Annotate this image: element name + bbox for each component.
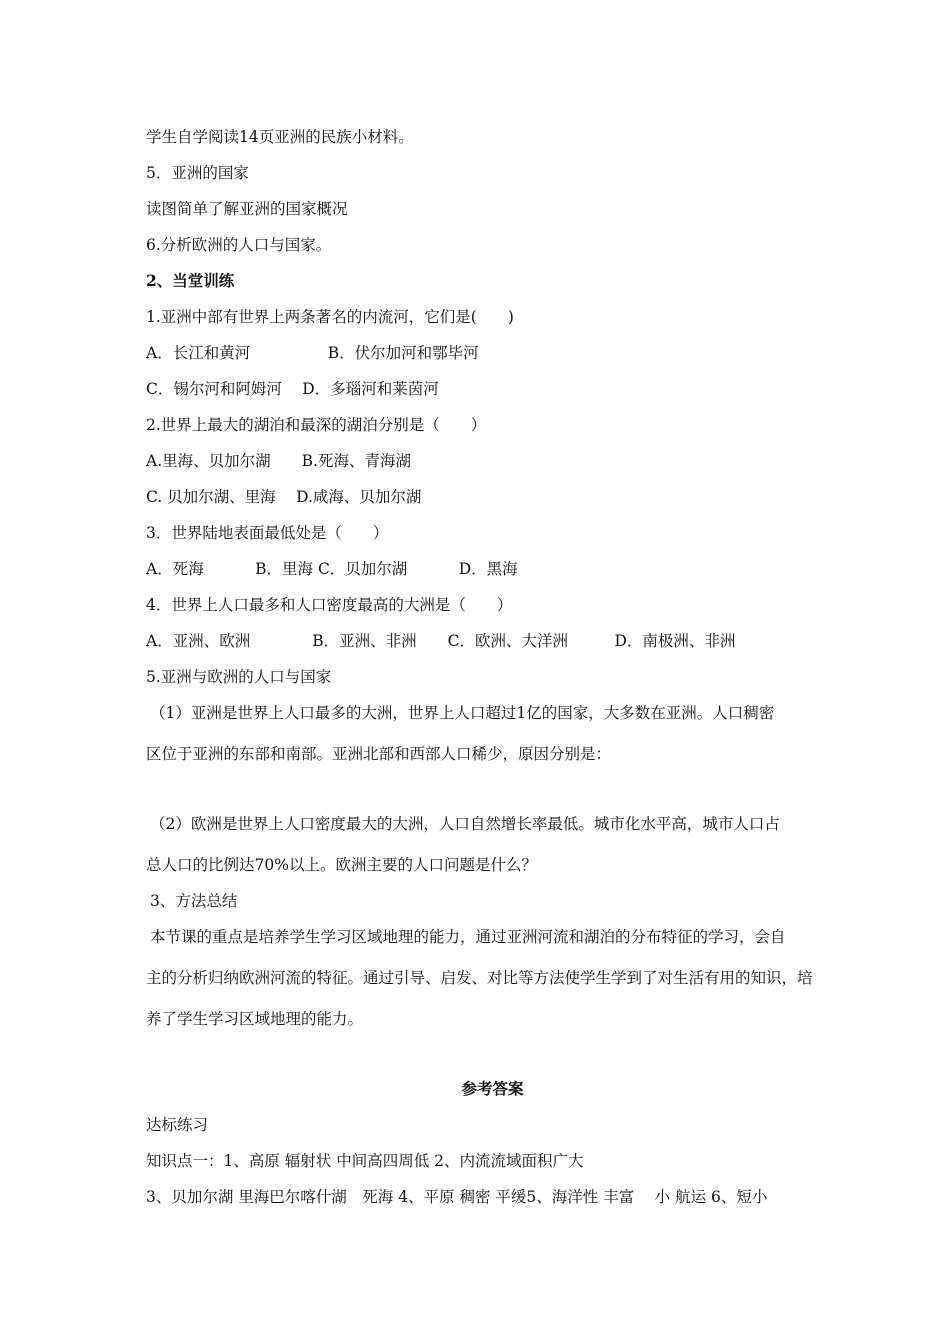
paragraph-line: 本节课的重点是培养学生学习区域地理的能力，通过亚洲河流和湖泊的分布特征的学习，会自 bbox=[150, 928, 786, 946]
paragraph-line: （2）欧洲是世界上人口密度最大的大洲，人口自然增长率最低。城市化水平高，城市人口占 bbox=[150, 815, 780, 833]
answer-options: A．亚洲、欧洲 B．亚洲、非洲 C．欧洲、大洋洲 D．南极洲、非洲 bbox=[146, 632, 736, 650]
question: 5.亚洲与欧洲的人口与国家 bbox=[146, 668, 332, 686]
answer-options: A．长江和黄河 B．伏尔加河和鄂毕河 bbox=[146, 344, 479, 362]
text-line: 5．亚洲的国家 bbox=[146, 164, 249, 182]
question: 4．世界上人口最多和人口密度最高的大洲是（ ） bbox=[146, 596, 513, 614]
text-line: 3、贝加尔湖 里海巴尔喀什湖 死海 4、平原 稠密 平缓5、海洋性 丰富 小 航运 6、短小 bbox=[146, 1188, 768, 1206]
answer-key-title: 参考答案 bbox=[461, 1079, 524, 1098]
answer-options: A．死海 B．里海 C．贝加尔湖 D．黑海 bbox=[146, 560, 518, 578]
section-heading: 3、方法总结 bbox=[150, 892, 238, 910]
question: 1.亚洲中部有世界上两条著名的内流河，它们是( ) bbox=[146, 308, 514, 326]
paragraph-line: 区位于亚洲的东部和南部。亚洲北部和西部人口稀少，原因分别是： bbox=[146, 745, 612, 763]
paragraph-line: （1）亚洲是世界上人口最多的大洲，世界上人口超过1亿的国家，大多数在亚洲。人口稠密 bbox=[150, 704, 775, 722]
text-line: 6.分析欧洲的人口与国家。 bbox=[146, 236, 332, 254]
text-line: 读图简单了解亚洲的国家概况 bbox=[146, 200, 348, 218]
paragraph-line: 总人口的比例达70%以上。欧洲主要的人口问题是什么？ bbox=[146, 856, 537, 874]
paragraph-line: 养了学生学习区域地理的能力。 bbox=[146, 1010, 364, 1028]
section-heading: 2、当堂训练 bbox=[146, 271, 235, 290]
text-line: 学生自学阅读14页亚洲的民族小材料。 bbox=[146, 128, 414, 146]
answer-options: C. 贝加尔湖、里海 D.咸海、贝加尔湖 bbox=[146, 488, 422, 506]
answer-options: A.里海、贝加尔湖 B.死海、青海湖 bbox=[146, 452, 411, 470]
text-line: 达标练习 bbox=[146, 1116, 209, 1134]
question: 2.世界上最大的湖泊和最深的湖泊分别是（ ） bbox=[146, 416, 487, 434]
paragraph-line: 主的分析归纳欧洲河流的特征。通过引导、启发、对比等方法使学生学到了对生活有用的知识，培 bbox=[146, 969, 813, 987]
text-line: 知识点一：1、高原 辐射状 中间高四周低 2、内流流域面积广大 bbox=[146, 1152, 584, 1170]
question: 3．世界陆地表面最低处是（ ） bbox=[146, 524, 389, 542]
answer-options: C．锡尔河和阿姆河 D．多瑙河和莱茵河 bbox=[146, 380, 439, 398]
